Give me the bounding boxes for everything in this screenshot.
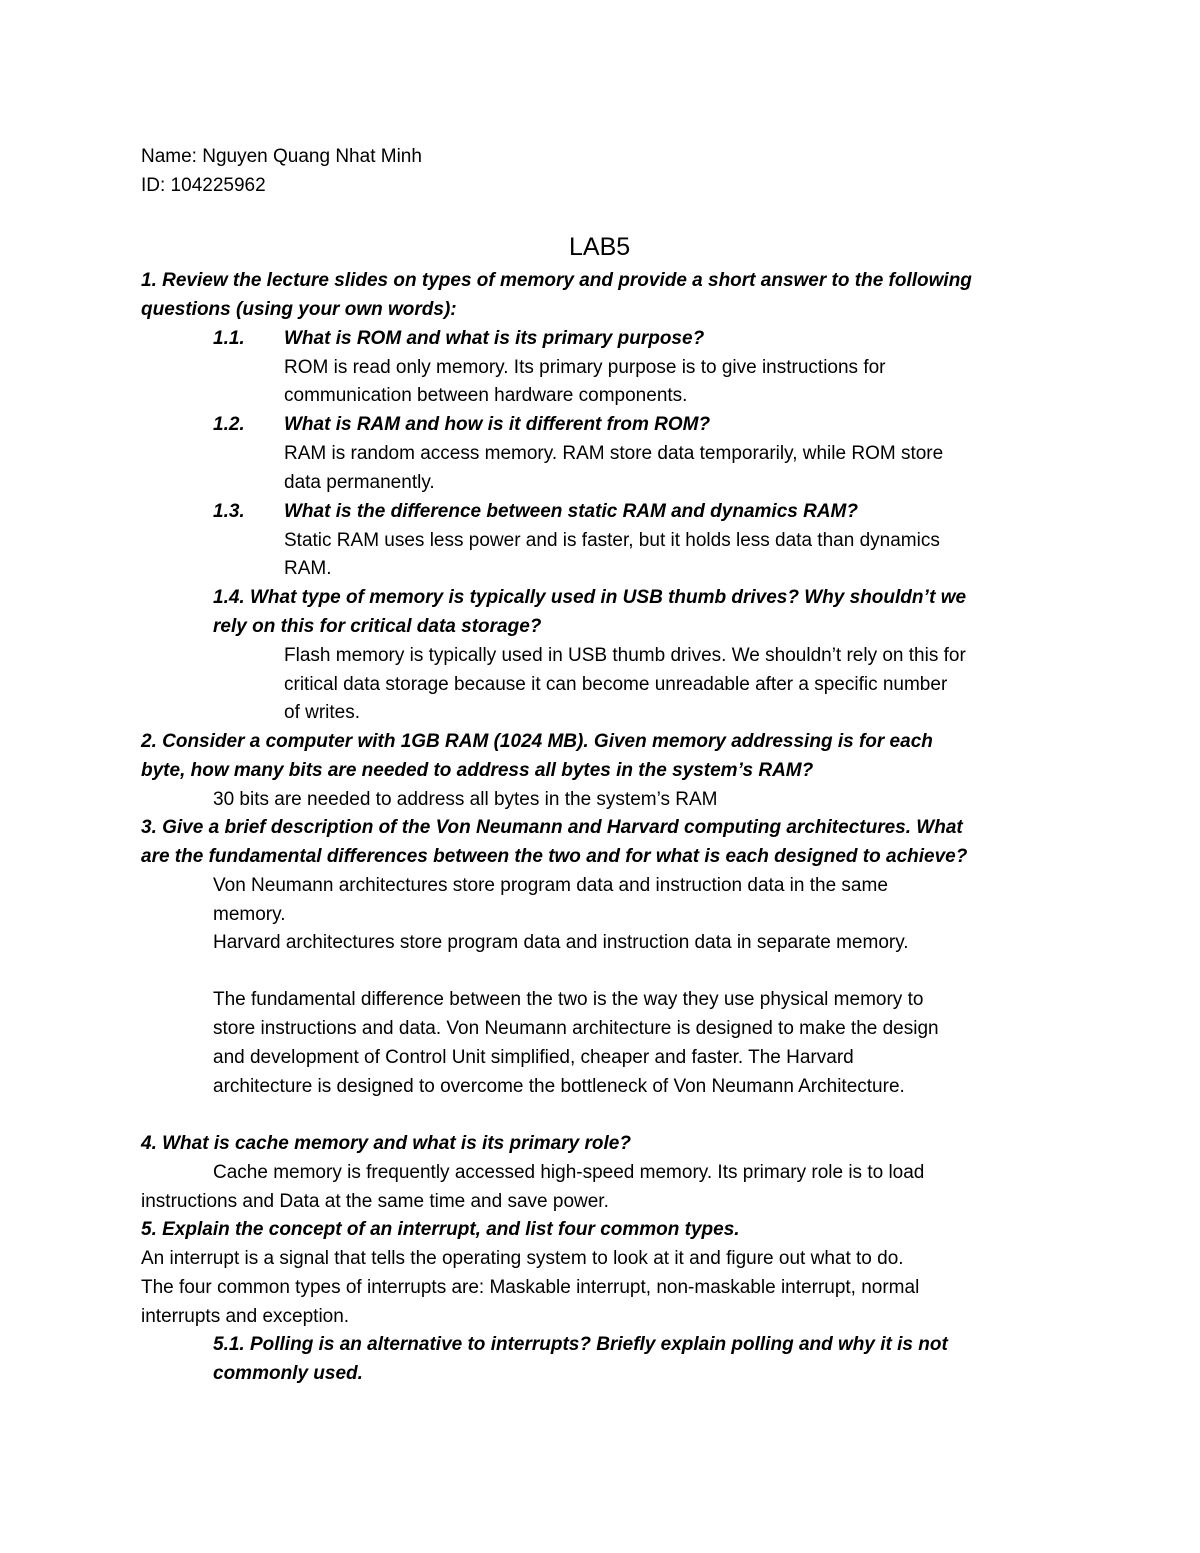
q5-answer-line-2: The four common types of interrupts are: Maskable interrupt, non-maskable interrupt, normal [141,1277,920,1298]
q3-prompt-line-2: are the fundamental differences between the two and for what is each designed to achieve? [141,846,968,867]
q1-prompt-line-1: 1. Review the lecture slides on types of memory and provide a short answer to the following [141,270,972,291]
q1-2-answer-line-2: data permanently. [284,472,435,493]
q3-answer2-line-4: architecture is designed to overcome the bottleneck of Von Neumann Architecture. [213,1076,905,1097]
q3-answer-line-2: memory. [213,904,286,925]
q1-3-answer-line-2: RAM. [284,558,332,579]
q1-3-answer-line-1: Static RAM uses less power and is faster, but it holds less data than dynamics [284,530,940,551]
q5-prompt: 5. Explain the concept of an interrupt, and list four common types. [141,1219,740,1240]
student-name: Name: Nguyen Quang Nhat Minh [141,146,422,167]
q3-answer-line-1: Von Neumann architectures store program data and instruction data in the same [213,875,888,896]
q3-answer2-line-3: and development of Control Unit simplified, cheaper and faster. The Harvard [213,1047,854,1068]
q1-1-answer-line-1: ROM is read only memory. Its primary purpose is to give instructions for [284,357,886,378]
q5-answer-line-3: interrupts and exception. [141,1306,350,1327]
q3-answer-line-3: Harvard architectures store program data and instruction data in separate memory. [213,932,909,953]
q3-answer2-line-1: The fundamental difference between the two is the way they use physical memory to [213,989,924,1010]
q2-prompt-line-1: 2. Consider a computer with 1GB RAM (1024 MB). Given memory addressing is for each [141,731,933,752]
q1-4-question-line-1: 1.4. What type of memory is typically used in USB thumb drives? Why shouldn’t we [213,587,967,608]
q1-prompt-line-2: questions (using your own words): [141,299,457,320]
q1-4-answer-line-1: Flash memory is typically used in USB thumb drives. We shouldn’t rely on this for [284,645,966,666]
q1-2-answer-line-1: RAM is random access memory. RAM store data temporarily, while ROM store [284,443,944,464]
q1-1-question: What is ROM and what is its primary purpose? [284,328,705,349]
q5-1-question-line-2: commonly used. [213,1363,363,1384]
q2-prompt-line-2: byte, how many bits are needed to address all bytes in the system’s RAM? [141,760,814,781]
document-title: LAB5 [569,233,631,261]
q4-prompt: 4. What is cache memory and what is its primary role? [141,1133,631,1154]
student-id: ID: 104225962 [141,175,266,196]
q1-1-number: 1.1. [213,328,245,349]
q4-answer-line-2: instructions and Data at the same time and save power. [141,1191,609,1212]
q1-3-question: What is the difference between static RAM and dynamics RAM? [284,501,858,522]
q3-answer2-line-2: store instructions and data. Von Neumann architecture is designed to make the design [213,1018,939,1039]
q5-answer-line-1: An interrupt is a signal that tells the operating system to look at it and figure out what to do. [141,1248,904,1269]
q1-2-question: What is RAM and how is it different from ROM? [284,414,711,435]
q2-answer: 30 bits are needed to address all bytes in the system’s RAM [213,789,718,810]
q1-2-number: 1.2. [213,414,245,435]
q1-4-question-line-2: rely on this for critical data storage? [213,616,542,637]
q3-prompt-line-1: 3. Give a brief description of the Von Neumann and Harvard computing architectures. What [141,817,963,838]
q1-4-answer-line-3: of writes. [284,702,361,723]
q1-1-answer-line-2: communication between hardware components. [284,385,688,406]
q1-3-number: 1.3. [213,501,245,522]
q5-1-question-line-1: 5.1. Polling is an alternative to interrupts? Briefly explain polling and why it is not [213,1334,948,1355]
q4-answer-line-1: Cache memory is frequently accessed high-speed memory. Its primary role is to load [213,1162,925,1183]
q1-4-answer-line-2: critical data storage because it can become unreadable after a specific number [284,674,948,695]
